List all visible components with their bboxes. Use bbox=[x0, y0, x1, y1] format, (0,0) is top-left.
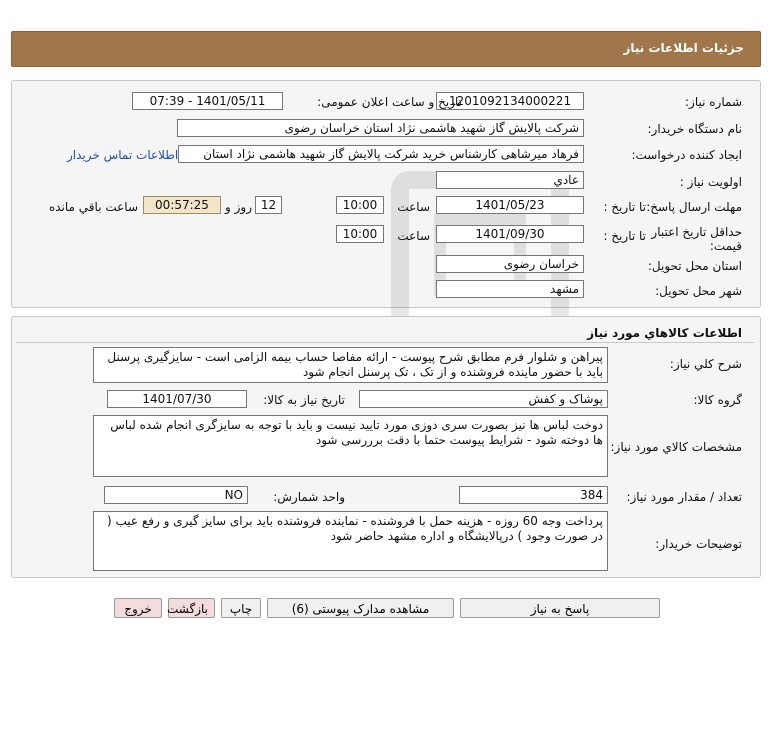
need-number-field: 1201092134000221 bbox=[436, 92, 584, 110]
reply-date-field: 1401/05/23 bbox=[436, 196, 584, 214]
reply-time-label: ساعت bbox=[397, 200, 430, 214]
view-attachments-button[interactable]: مشاهده مدارک پیوستی (6) bbox=[267, 598, 454, 618]
city-field: مشهد bbox=[436, 280, 584, 298]
reply-deadline-label: مهلت ارسال پاسخ: bbox=[646, 200, 742, 214]
buyer-contact-link[interactable]: اطلاعات تماس خریدار bbox=[67, 148, 179, 162]
city-label: شهر محل تحویل: bbox=[655, 284, 742, 298]
exit-button[interactable]: خروج bbox=[114, 598, 162, 618]
priority-label: اولویت نیاز : bbox=[679, 175, 742, 189]
goods-group-field: پوشاک و کفش bbox=[359, 390, 608, 408]
summary-label: شرح کلي نياز: bbox=[669, 357, 742, 371]
need-date-label: تاریخ نیاز به کالا: bbox=[263, 393, 345, 407]
details-panel bbox=[11, 80, 761, 308]
province-label: استان محل تحویل: bbox=[647, 259, 742, 273]
validity-label: حداقل تاریخ اعتبار قیمت: bbox=[651, 225, 742, 253]
creator-label: ایجاد کننده درخواست: bbox=[631, 148, 742, 162]
announce-label: تاریخ و ساعت اعلان عمومی: bbox=[317, 95, 462, 109]
goods-group-label: گروه کالا: bbox=[693, 393, 742, 407]
reply-time-field: 10:00 bbox=[336, 196, 384, 214]
remaining-time-counter: 00:57:25 bbox=[143, 196, 221, 214]
page-header bbox=[11, 31, 761, 67]
announce-field: 1401/05/11 - 07:39 bbox=[132, 92, 283, 110]
need-number-label: شماره نیاز: bbox=[685, 95, 742, 109]
province-field: خراسان رضوی bbox=[436, 255, 584, 273]
reply-to-date-label: تا تاریخ : bbox=[603, 200, 646, 214]
unit-field: NO bbox=[104, 486, 248, 504]
buyer-org-field: شرکت پالایش گاز شهید هاشمی نژاد استان خراسان رضوی bbox=[177, 119, 584, 137]
validity-date-field: 1401/09/30 bbox=[436, 225, 584, 243]
days-label: روز و bbox=[225, 200, 252, 214]
buyer-notes-label: توضیحات خریدار: bbox=[655, 537, 742, 551]
spec-field: دوخت لباس ها نیز بصورت سری دوزی مورد تایید نیست و باید با توجه به سایزگری انجام شده لباس ها دوخته شود - شرایط پیوست حتما با دقت برررسی شود bbox=[93, 415, 608, 477]
section-divider bbox=[16, 342, 754, 343]
remaining-time-label: ساعت باقي مانده bbox=[48, 200, 138, 214]
page-title: جزئیات اطلاعات نیاز bbox=[623, 41, 744, 55]
back-button[interactable]: بازگشت bbox=[168, 598, 215, 618]
priority-field: عادي bbox=[436, 171, 584, 189]
need-date-field: 1401/07/30 bbox=[107, 390, 247, 408]
summary-field: پیراهن و شلوار فرم مطابق شرح پیوست - ارائه مفاصا حساب بیمه الزامی است - سایزگیری پرسنل باید با حضور ماینده فروشنده و از تک ، تک پرسنل انجام شود bbox=[93, 347, 608, 383]
unit-label: واحد شمارش: bbox=[273, 490, 345, 504]
reply-button[interactable]: پاسخ به نیاز bbox=[460, 598, 660, 618]
days-remaining-field: 12 bbox=[255, 196, 282, 214]
spec-label: مشخصات کالاي مورد نياز: bbox=[610, 440, 742, 454]
creator-field: فرهاد میرشاهی کارشناس خرید شرکت پالایش گاز شهید هاشمی نژاد استان bbox=[178, 145, 584, 163]
validity-time-label: ساعت bbox=[397, 229, 430, 243]
print-button[interactable]: چاپ bbox=[221, 598, 261, 618]
validity-time-field: 10:00 bbox=[336, 225, 384, 243]
qty-field: 384 bbox=[459, 486, 608, 504]
validity-to-date-label: تا تاریخ : bbox=[603, 229, 646, 243]
goods-section-title: اطلاعات کالاهاي مورد نياز bbox=[587, 326, 742, 340]
buyer-org-label: نام دستگاه خریدار: bbox=[647, 122, 742, 136]
buyer-notes-field: پرداخت وجه 60 روزه - هزینه حمل با فروشنده - نماینده فروشنده باید برای سایز گیری و رفع عیب ( در صورت وجود ) درپالایشگاه و اداره مشهد حاضر شود bbox=[93, 511, 608, 571]
qty-label: تعداد / مقدار مورد نیاز: bbox=[626, 490, 742, 504]
